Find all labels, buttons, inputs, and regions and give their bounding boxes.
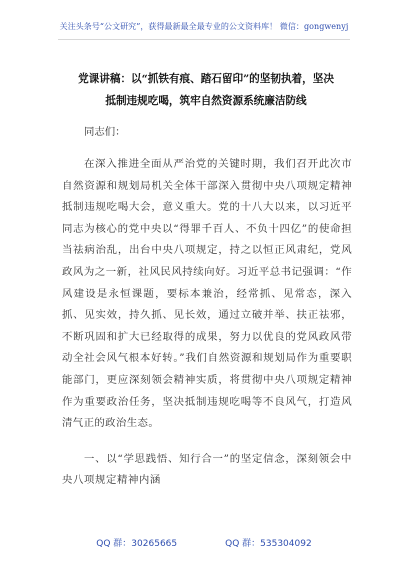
header-note: 关注头条号“公文研究”，获得最新最全最专业的公文资料库！ 微信：gongwenyj	[59, 22, 349, 31]
header-divider	[58, 39, 350, 40]
footer-contacts	[0, 536, 408, 549]
body-paragraph: 在深入推进全面从严治党的关键时期，我们召开此次市自然资源和规划局机关全体干部深入贯彻中央八项规定精神抵制违规吃喝大会，意义重大。党的十八大以来，以习近平同志为核心的党中央以“得罪千百人、不负十四亿”的使命担当祛病治乱，出台中央八项规定，持之以恒正风肃纪，党风政风为之一新，社风民风持续向好。习近平总书记强调：“作风建设是永恒课题，要标本兼治，经常抓、见常态，深入抓、见实效，持久抓、见长效，通过立破并举、扶正祛邪，不断巩固和扩大已经取得的成果，努力以优良的党风政风带动全社会风气根本好转。”我们自然资源和规划局作为重要职能部门，更应深刻领会精神实质，将贯彻中央八项规定精神作为重要政治任务，坚决抵制违规吃喝等不良风气，打造风清气正的政治生态。	[62, 158, 352, 430]
document-title	[60, 68, 352, 112]
qq-group-secondary: QQ 群：535304092	[225, 539, 312, 549]
salutation: 同志们：	[84, 126, 126, 138]
document-body	[62, 122, 352, 492]
title-line-2: 抵制违规吃喝，筑牢自然资源系统廉洁防线	[105, 95, 307, 107]
title-line-1: 党课讲稿：以“抓铁有痕、踏石留印”的坚韧执着，坚决	[78, 73, 334, 85]
section-heading: 一、以“学思践悟、知行合一”的坚定信念，深刻领会中央八项规定精神内涵	[62, 452, 352, 487]
qq-group-primary: QQ 群：30265665	[96, 539, 178, 549]
